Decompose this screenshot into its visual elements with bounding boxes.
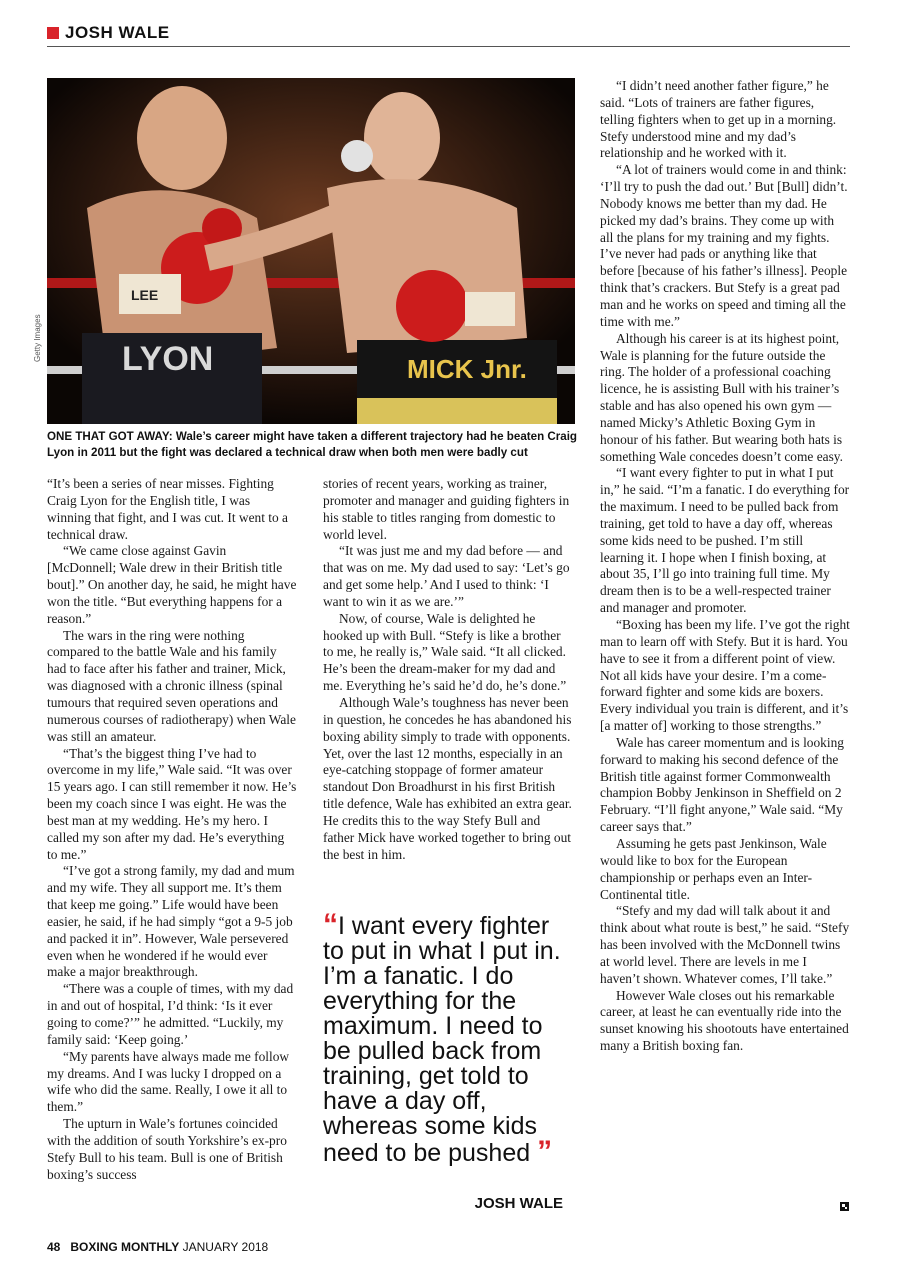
paragraph: “We came close against Gavin [McDonnell; Wale drew in their British title bout].” On another day, he said, he might have won the title. “But everything happens for a reason.” bbox=[47, 543, 297, 626]
paragraph: The upturn in Wale’s fortunes coincided with the addition of south Yorkshire’s ex-pro Stefy Bull to his team. Bull is one of British boxing’s success bbox=[47, 1116, 287, 1182]
end-mark-icon bbox=[840, 1202, 849, 1211]
magazine-name: BOXING MONTHLY bbox=[70, 1240, 180, 1254]
issue-date: JANUARY 2018 bbox=[182, 1240, 269, 1254]
paragraph: stories of recent years, working as trainer, promoter and manager and guiding fighters in his stable to titles ranging from domestic to world level. bbox=[323, 476, 570, 542]
article-column-3 bbox=[600, 78, 850, 1055]
boxing-photo bbox=[47, 78, 575, 424]
paragraph: “It’s been a series of near misses. Fighting Craig Lyon for the English title, I was winning that fight, and I was cut. It went to a technical draw. bbox=[47, 476, 288, 542]
paragraph: However Wale closes out his remarkable career, at least he can eventually ride into the sunset knowing his shootouts have entertained many a British boxing fan. bbox=[600, 987, 849, 1054]
article-column-2 bbox=[323, 476, 573, 863]
paragraph: “Stefy and my dad will talk about it and think about what route is best,” he said. “Stefy has been involved with the McDonnell twins at world level. There are levels in me I haven’t shown. Whatever comes, I’ll take.” bbox=[600, 903, 850, 986]
paragraph: “Boxing has been my life. I’ve got the right man to learn off with Stefy. But it is hard. You have to see it from a different point of view. Not all kids have your desire. I’m a come-forward fighter and some kids are boxers. Every individual you train is different, and it’s [a matter of] working to those strengths.” bbox=[600, 617, 850, 734]
paragraph: Although Wale’s toughness has never been in question, he concedes he has abandoned his boxing ability simply to trade with opponents. Yet, over the last 12 months, especially in an eye-catching stoppage of former amateur standout Don Broadhurst in his first British title defence, Wale has exhibited an extra gear. He credits this to the way Stefy Bull and father Mick have worked together to bring out the best in him. bbox=[323, 694, 572, 862]
paragraph: “I’ve got a strong family, my dad and mum and my wife. They all support me. It’s them that keep me going.” Life would have been easier, he said, if he had simply “got a 9-5 job and packed it in”. However, Wale persevered even when he wondered if he would ever make a major breakthrough. bbox=[47, 863, 295, 980]
glove-left-text: LEE bbox=[131, 287, 159, 303]
section-title: JOSH WALE bbox=[65, 23, 170, 42]
paragraph: The wars in the ring were nothing compared to the battle Wale and his family had to face after his father and trainer, Mick, was diagnosed with a chronic illness (spinal tumours that required seven operations and numerous courses of radiotherapy) when Wale was still an amateur. bbox=[47, 627, 296, 744]
close-quote-mark: ” bbox=[537, 1135, 553, 1168]
paragraph: “I didn’t need another father figure,” he said. “Lots of trainers are father figures, telling fighters when to get up in a morning. Stefy understood mine and my dad’s relationship and he worked with it. bbox=[600, 78, 837, 161]
pull-quote-attribution: JOSH WALE bbox=[474, 1195, 563, 1212]
photo-caption: ONE THAT GOT AWAY: Wale’s career might have taken a different trajectory had he beaten Craig Lyon in 2011 but the fight was declared a technical draw when both men were badly cut bbox=[47, 430, 578, 459]
paragraph: “My parents have always made me follow my dreams. And I was lucky I dropped on a wife who did the same. Really, I owe it all to them.” bbox=[47, 1048, 290, 1115]
paragraph: Wale has career momentum and is looking forward to making his second defence of the British title against former Commonwealth champion Bobby Jenkinson in Sheffield on 2 February. “I’ll fight anyone,” Wale said. “My career says that.” bbox=[600, 734, 844, 835]
page-number: 48 bbox=[47, 1240, 61, 1254]
paragraph: “A lot of trainers would come in and think: ‘I’ll try to push the dad out.’ But [Bull] didn’t. Nobody knows me better than my dad. He picked my dad’s brains. They come up with all the plans for my training and my fights. I’ve never had pads or anything like that before [because of his father’s illness]. People think that’s crackers. But Stefy is a great pad man and he works on speed and timing all the time with me.” bbox=[600, 162, 848, 329]
pull-quote bbox=[323, 908, 573, 1168]
trunks-right-text: MICK Jnr. bbox=[407, 354, 527, 384]
pull-quote-text: I want every fighter to put in what I put in. I’m a fanatic. I do everything for the maximum. I need to be pulled back from training, get told to have a day off, whereas some kids need to be pushed bbox=[323, 912, 561, 1167]
section-header bbox=[47, 22, 170, 44]
page-footer bbox=[47, 1240, 268, 1254]
paragraph: Although his career is at its highest point, Wale is planning for the future outside the ring. The holder of a professional coaching licence, he is assisting Bull with his trainer’s stable and has also opened his own gym — named Micky’s Athletic Boxing Gym in honour of his father. But wearing both hats is something Wale concedes doesn’t come easy. bbox=[600, 330, 843, 464]
header-rule bbox=[47, 46, 850, 47]
open-quote-mark: “ bbox=[323, 908, 338, 941]
paragraph: Assuming he gets past Jenkinson, Wale would like to box for the European championship or perhaps even an Inter-Continental title. bbox=[600, 835, 827, 902]
paragraph: “That’s the biggest thing I’ve had to overcome in my life,” Wale said. “It was over 15 years ago. I can still remember it now. He’s been my coach since I was eight. He was the best man at my wedding. He’s my hero. I called my son after my dad. He’s everything to me.” bbox=[47, 745, 297, 862]
paragraph: Now, of course, Wale is delighted he hooked up with Bull. “Stefy is like a brother to me, he really is,” Wale said. “It all clicked. He’s been the dream-maker for my dad and me. Everything he’s said he’d do, he’s done.” bbox=[323, 610, 567, 694]
boxing-photo-illustration bbox=[47, 78, 575, 424]
paragraph: “It was just me and my dad before — and that was on me. My dad used to say: ‘Let’s go and get some help.’ And I used to think: ‘I want to win it as we are.’” bbox=[323, 543, 570, 609]
section-marker bbox=[47, 27, 59, 39]
paragraph: “I want every fighter to put in what I put in,” he said. “I’m a fanatic. I do everything for the maximum. I need to be pulled back from training, get told to have a day off, whereas some kids need to be pushed. I’m still learning it. I hope when I finish boxing, at about 35, I’ll go into training full time. My dream then is to be a well-respected trainer and manager and promoter. bbox=[600, 465, 850, 616]
paragraph: “There was a couple of times, with my dad in and out of hospital, I’d think: ‘Is it ever going to come?’” he admitted. “Luckily, my family said: ‘Keep going.’ bbox=[47, 981, 294, 1047]
photo-credit: Getty Images bbox=[33, 314, 42, 362]
trunks-left-text: LYON bbox=[122, 340, 214, 378]
article-column-1 bbox=[47, 476, 297, 1183]
